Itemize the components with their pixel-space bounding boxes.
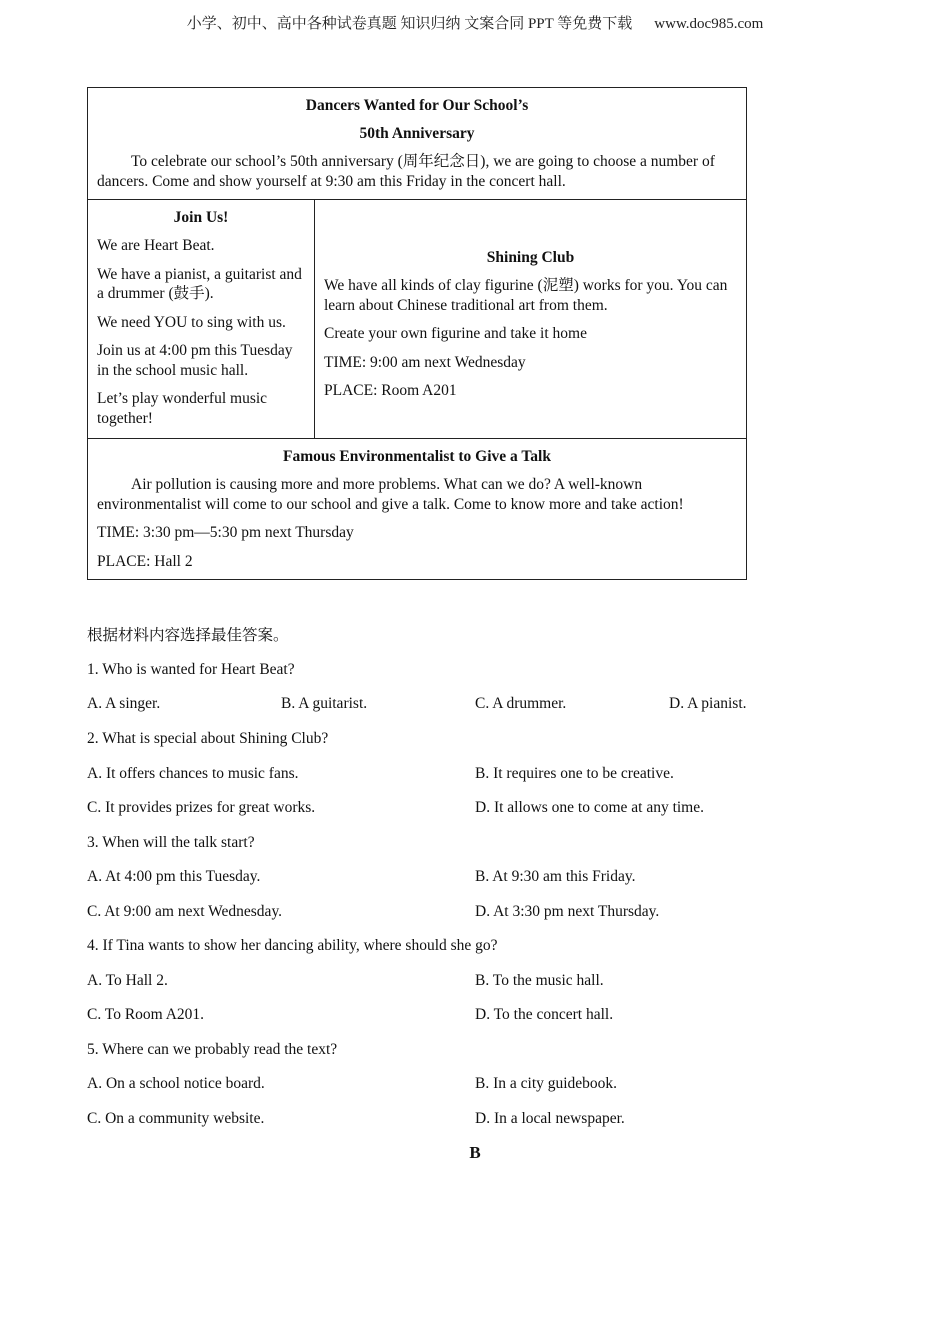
- shining-club-section: [315, 200, 746, 438]
- option-a: A. On a school notice board.: [87, 1075, 265, 1092]
- talk-time: TIME: 3:30 pm—5:30 pm next Thursday: [97, 524, 354, 541]
- option-b: B. A guitarist.: [281, 695, 368, 712]
- join-line: Let’s play wonderful music together!: [97, 390, 268, 427]
- option-a: A. At 4:00 pm this Tuesday.: [87, 868, 261, 885]
- join-line: We are Heart Beat.: [97, 237, 215, 254]
- option-b: B. It requires one to be creative.: [475, 765, 674, 782]
- question-stem: 5. Where can we probably read the text?: [87, 1041, 338, 1058]
- option-d: D. A pianist.: [669, 695, 747, 712]
- join-us-section: [88, 200, 315, 438]
- option-c: C. It provides prizes for great works.: [87, 799, 316, 816]
- question-stem: 4. If Tina wants to show her dancing ability, where should she go?: [87, 937, 498, 954]
- option-b: B. To the music hall.: [475, 972, 604, 989]
- shining-club-title: Shining Club: [486, 249, 575, 266]
- header-text: 小学、初中、高中各种试卷真题 知识归纳 文案合同 PPT 等免费下载: [186, 16, 633, 32]
- option-c: C. At 9:00 am next Wednesday.: [87, 903, 283, 920]
- dancers-title-1: Dancers Wanted for Our School’s: [305, 97, 529, 114]
- join-line: We have a pianist, a guitarist and a drummer (鼓手).: [97, 265, 302, 302]
- option-d: D. It allows one to come at any time.: [475, 799, 704, 816]
- talk-place: PLACE: Hall 2: [97, 552, 193, 570]
- shining-line: We have all kinds of clay figurine (泥塑) works for you. You can learn about Chinese traditional art from them.: [324, 277, 728, 314]
- option-c: C. A drummer.: [475, 695, 567, 712]
- dancers-title-2: 50th Anniversary: [359, 125, 475, 142]
- option-a: A. To Hall 2.: [87, 972, 168, 989]
- question-stem: 1. Who is wanted for Heart Beat?: [87, 661, 295, 678]
- talk-body: Air pollution is causing more and more problems. What can we do? A well-known environmentalist will come to our school and give a talk. Come to know more and take action!: [97, 476, 684, 513]
- notice-board: [87, 87, 747, 580]
- join-line: Join us at 4:00 pm this Tuesday in the school music hall.: [97, 342, 293, 379]
- question-stem: 3. When will the talk start?: [87, 834, 255, 851]
- option-d: D. At 3:30 pm next Thursday.: [475, 903, 660, 920]
- header-site: www.doc985.com: [654, 16, 764, 32]
- dancers-body: To celebrate our school’s 50th anniversary (周年纪念日), we are going to choose a number of dancers. Come and show yourself at 9:30 am this Friday in the concert hall.: [97, 153, 715, 190]
- page-header: [0, 12, 950, 33]
- talk-section: [88, 438, 746, 579]
- dancers-section: [88, 88, 746, 199]
- option-b: B. At 9:30 am this Friday.: [475, 868, 636, 885]
- join-line: We need YOU to sing with us.: [97, 313, 286, 331]
- question-stem: 2. What is special about Shining Club?: [87, 730, 329, 747]
- option-d: D. To the concert hall.: [475, 1006, 614, 1023]
- clubs-row: [88, 199, 746, 438]
- option-d: D. In a local newspaper.: [475, 1110, 625, 1127]
- option-b: B. In a city guidebook.: [475, 1075, 618, 1092]
- shining-line: PLACE: Room A201: [324, 382, 457, 399]
- part-b-heading: B: [469, 1143, 481, 1162]
- option-c: C. To Room A201.: [87, 1006, 205, 1023]
- shining-line: Create your own figurine and take it home: [324, 325, 587, 342]
- option-a: A. A singer.: [87, 695, 161, 712]
- shining-line: TIME: 9:00 am next Wednesday: [324, 353, 526, 371]
- instruction: 根据材料内容选择最佳答案。: [87, 627, 289, 644]
- join-us-title: Join Us!: [173, 209, 229, 226]
- option-c: C. On a community website.: [87, 1110, 265, 1127]
- option-a: A. It offers chances to music fans.: [87, 765, 299, 782]
- talk-title: Famous Environmentalist to Give a Talk: [283, 448, 551, 465]
